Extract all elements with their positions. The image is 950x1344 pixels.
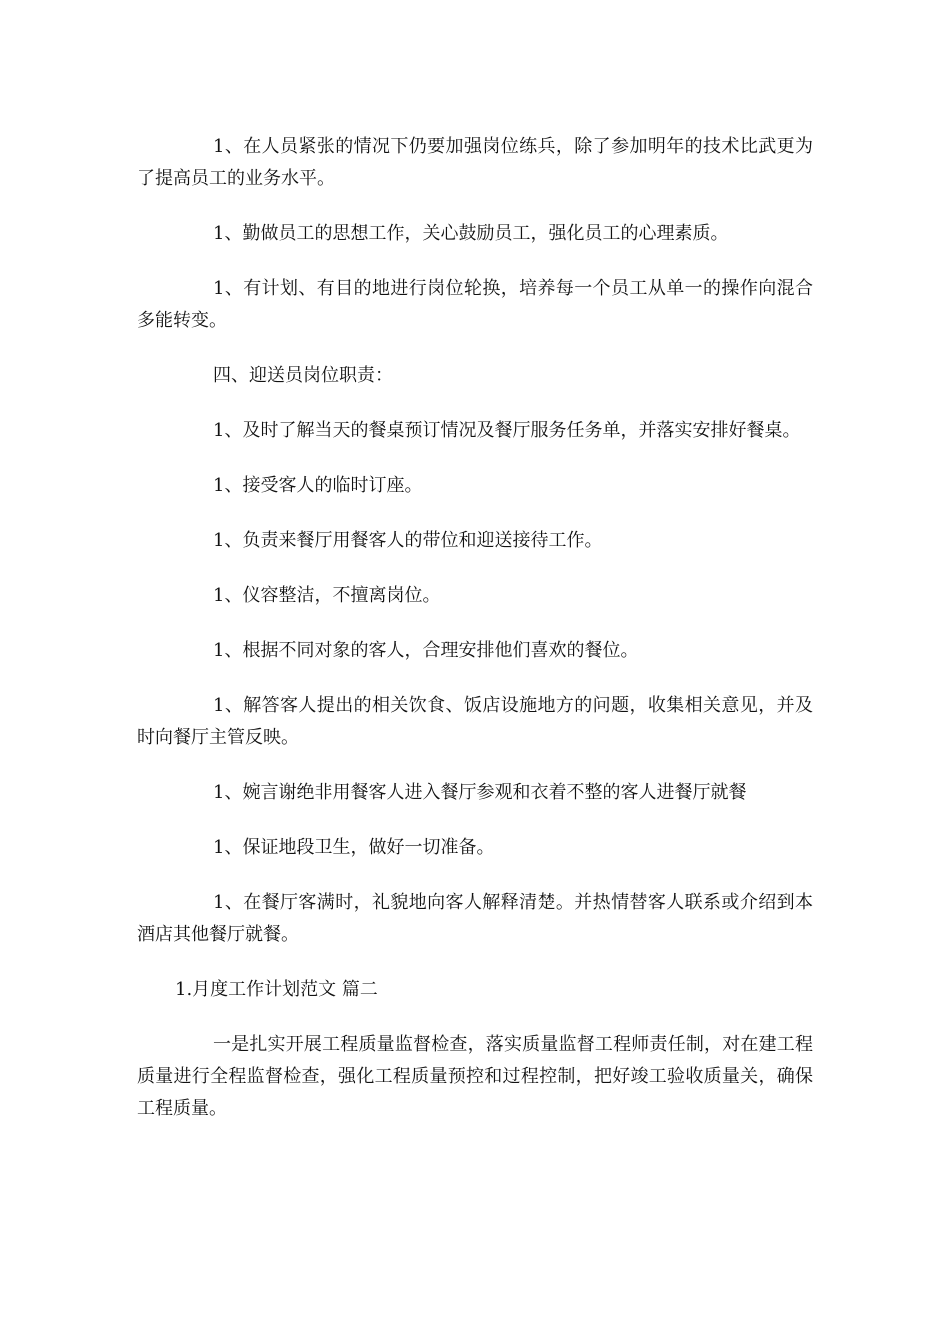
paragraph-11: 1、婉言谢绝非用餐客人进入餐厅参观和衣着不整的客人进餐厅就餐 <box>213 782 747 803</box>
paragraph-9: 1、根据不同对象的客人，合理安排他们喜欢的餐位。 <box>213 640 639 661</box>
section-heading-14: 1.月度工作计划范文 篇二 <box>175 979 378 1000</box>
paragraph-5: 1、及时了解当天的餐桌预订情况及餐厅服务任务单，并落实安排好餐桌。 <box>213 420 801 441</box>
paragraph-15: 一是扎实开展工程质量监督检查，落实质量监督工程师责任制，对在建工程质量进行全程监督检查，强化工程质量预控和过程控制，把好竣工验收质量关，确保工程质量。 <box>137 1034 813 1119</box>
paragraph-8: 1、仪容整洁，不擅离岗位。 <box>213 585 441 606</box>
paragraph-1: 1、在人员紧张的情况下仍要加强岗位练兵，除了参加明年的技术比武更为了提高员工的业务水平。 <box>137 136 813 189</box>
paragraph-12: 1、保证地段卫生，做好一切准备。 <box>213 837 495 858</box>
paragraph-3: 1、有计划、有目的地进行岗位轮换，培养每一个员工从单一的操作向混合多能转变。 <box>137 278 813 331</box>
paragraph-7: 1、负责来餐厅用餐客人的带位和迎送接待工作。 <box>213 530 603 551</box>
paragraph-13: 1、在餐厅客满时，礼貌地向客人解释清楚。并热情替客人联系或介绍到本酒店其他餐厅就餐。 <box>137 892 813 945</box>
paragraph-6: 1、接受客人的临时订座。 <box>213 475 423 496</box>
document-body <box>137 131 813 1148</box>
paragraph-2: 1、勤做员工的思想工作，关心鼓励员工，强化员工的心理素质。 <box>213 223 729 244</box>
paragraph-10: 1、解答客人提出的相关饮食、饭店设施地方的问题，收集相关意见，并及时向餐厅主管反映。 <box>137 695 813 748</box>
section-heading-4: 四、迎送员岗位职责： <box>213 365 393 386</box>
